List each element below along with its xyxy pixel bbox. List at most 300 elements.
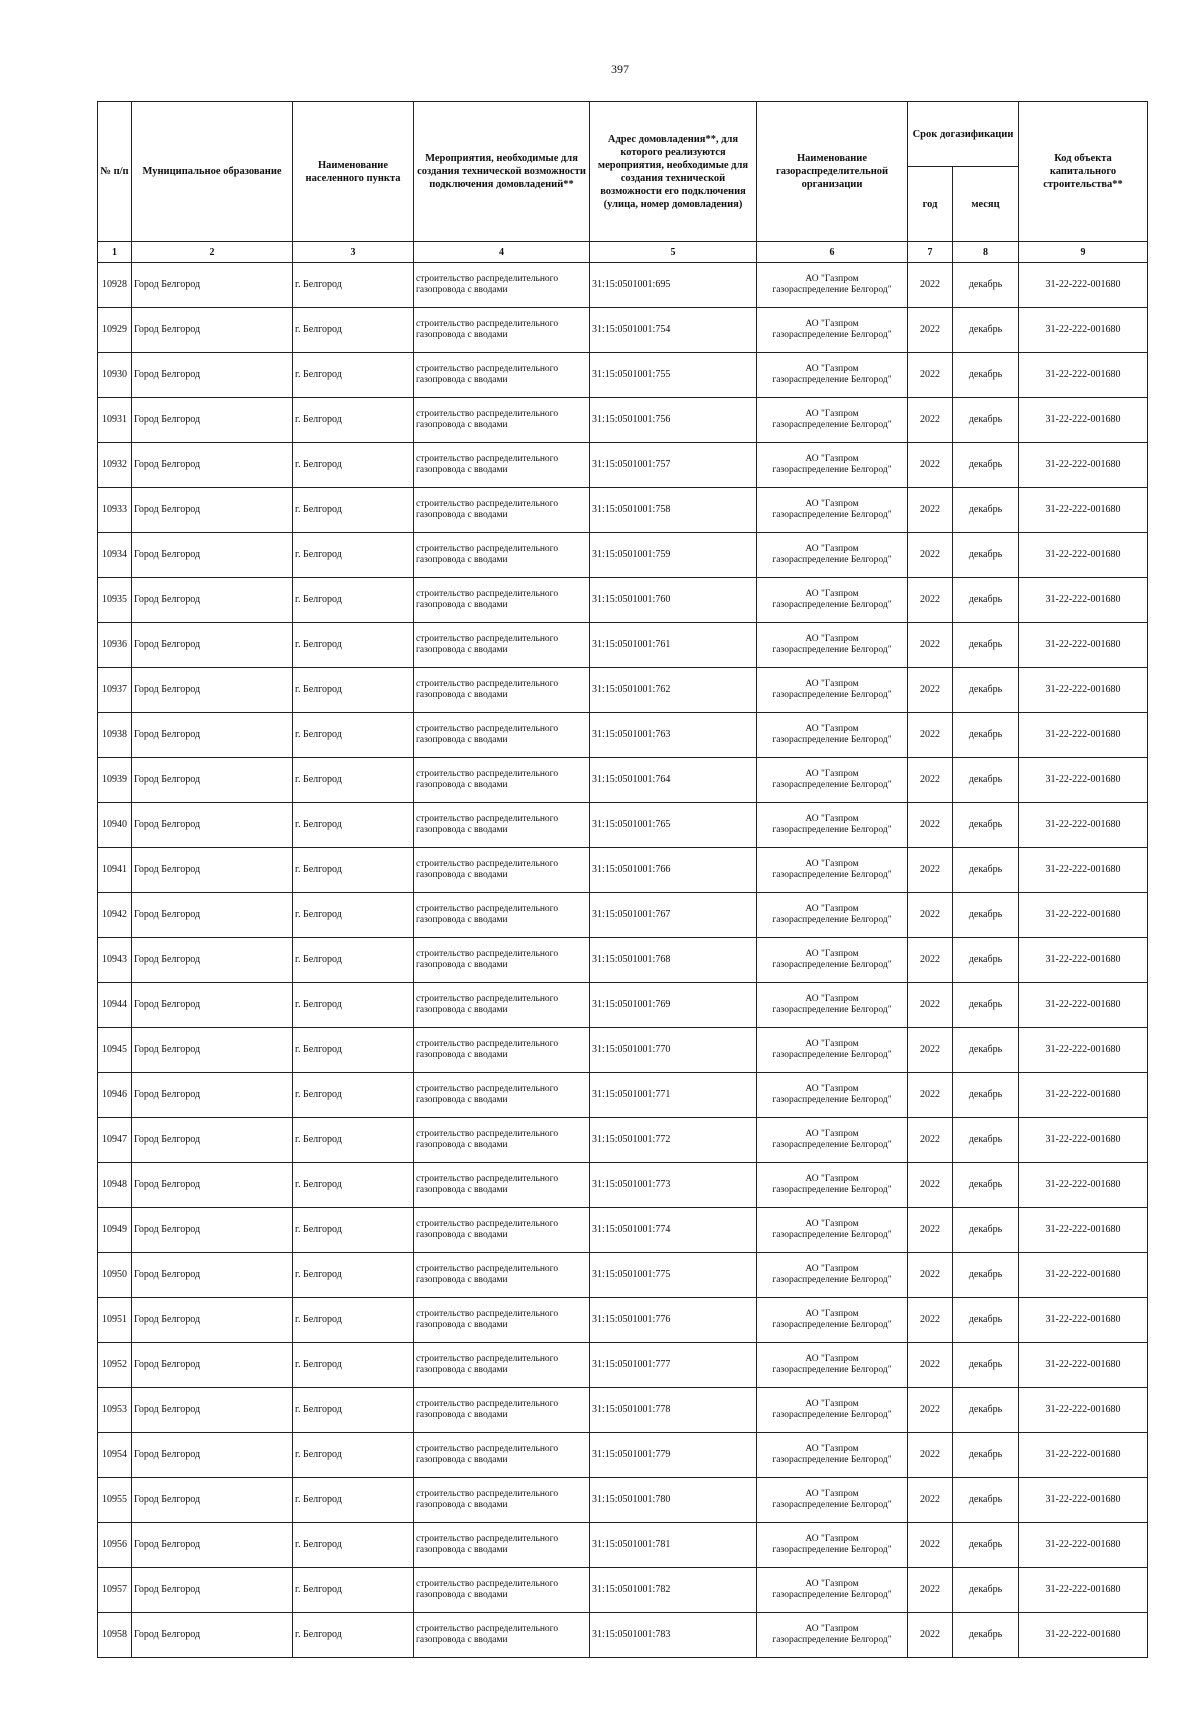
table-row	[98, 263, 1148, 308]
gas-org-line2: газораспределение Белгород"	[772, 1275, 892, 1285]
gas-org-line2: газораспределение Белгород"	[772, 960, 892, 970]
table-row	[98, 1478, 1148, 1523]
table-row	[98, 1298, 1148, 1343]
municipality-cell: Город Белгород	[132, 713, 293, 758]
month-cell: декабрь	[953, 758, 1019, 803]
header-deadline: Срок догазификации	[908, 102, 1019, 167]
gas-org-cell	[757, 893, 908, 938]
settlement-cell: г. Белгород	[293, 1163, 414, 1208]
gas-org-line1: АО "Газпром	[805, 319, 859, 329]
measure-cell: строительство распределительного газопровода с вводами	[414, 263, 590, 308]
month-cell: декабрь	[953, 1253, 1019, 1298]
object-code-cell: 31-22-222-001680	[1019, 1253, 1148, 1298]
gas-org-line2: газораспределение Белгород"	[772, 1095, 892, 1105]
measure-cell: строительство распределительного газопровода с вводами	[414, 443, 590, 488]
municipality-cell: Город Белгород	[132, 488, 293, 533]
gas-org-cell	[757, 1523, 908, 1568]
table-row	[98, 1343, 1148, 1388]
municipality-cell: Город Белгород	[132, 263, 293, 308]
month-cell: декабрь	[953, 1298, 1019, 1343]
measure-cell: строительство распределительного газопровода с вводами	[414, 1208, 590, 1253]
gas-org-cell	[757, 1073, 908, 1118]
table-header	[98, 102, 1148, 263]
address-cell: 31:15:0501001:770	[590, 1028, 757, 1073]
table-row	[98, 983, 1148, 1028]
gas-org-line2: газораспределение Белгород"	[772, 1590, 892, 1600]
table-row	[98, 1568, 1148, 1613]
address-cell: 31:15:0501001:760	[590, 578, 757, 623]
address-cell: 31:15:0501001:772	[590, 1118, 757, 1163]
municipality-cell: Город Белгород	[132, 398, 293, 443]
table-row	[98, 443, 1148, 488]
address-cell: 31:15:0501001:761	[590, 623, 757, 668]
measure-cell: строительство распределительного газопровода с вводами	[414, 848, 590, 893]
month-cell: декабрь	[953, 1433, 1019, 1478]
row-number: 10954	[98, 1433, 132, 1478]
municipality-cell: Город Белгород	[132, 848, 293, 893]
municipality-cell: Город Белгород	[132, 1208, 293, 1253]
address-cell: 31:15:0501001:777	[590, 1343, 757, 1388]
address-cell: 31:15:0501001:775	[590, 1253, 757, 1298]
address-cell: 31:15:0501001:766	[590, 848, 757, 893]
municipality-cell: Город Белгород	[132, 1568, 293, 1613]
table-row	[98, 1253, 1148, 1298]
row-number: 10936	[98, 623, 132, 668]
object-code-cell: 31-22-222-001680	[1019, 263, 1148, 308]
month-cell: декабрь	[953, 1163, 1019, 1208]
object-code-cell: 31-22-222-001680	[1019, 353, 1148, 398]
object-code-cell: 31-22-222-001680	[1019, 1298, 1148, 1343]
year-cell: 2022	[908, 623, 953, 668]
gas-org-line1: АО "Газпром	[805, 1084, 859, 1094]
table-row	[98, 578, 1148, 623]
measure-cell: строительство распределительного газопровода с вводами	[414, 398, 590, 443]
year-cell: 2022	[908, 1253, 953, 1298]
municipality-cell: Город Белгород	[132, 1478, 293, 1523]
municipality-cell: Город Белгород	[132, 1388, 293, 1433]
row-number: 10937	[98, 668, 132, 713]
gas-org-line1: АО "Газпром	[805, 679, 859, 689]
address-cell: 31:15:0501001:758	[590, 488, 757, 533]
year-cell: 2022	[908, 848, 953, 893]
measure-cell: строительство распределительного газопровода с вводами	[414, 1163, 590, 1208]
gas-org-line1: АО "Газпром	[805, 1354, 859, 1364]
row-number: 10953	[98, 1388, 132, 1433]
address-cell: 31:15:0501001:757	[590, 443, 757, 488]
year-cell: 2022	[908, 1433, 953, 1478]
object-code-cell: 31-22-222-001680	[1019, 1208, 1148, 1253]
settlement-cell: г. Белгород	[293, 1478, 414, 1523]
gas-org-cell	[757, 308, 908, 353]
measure-cell: строительство распределительного газопровода с вводами	[414, 308, 590, 353]
measure-cell: строительство распределительного газопровода с вводами	[414, 533, 590, 578]
row-number: 10950	[98, 1253, 132, 1298]
year-cell: 2022	[908, 1028, 953, 1073]
table-row	[98, 1388, 1148, 1433]
object-code-cell: 31-22-222-001680	[1019, 1523, 1148, 1568]
municipality-cell: Город Белгород	[132, 1028, 293, 1073]
year-cell: 2022	[908, 488, 953, 533]
month-cell: декабрь	[953, 1343, 1019, 1388]
address-cell: 31:15:0501001:765	[590, 803, 757, 848]
year-cell: 2022	[908, 1523, 953, 1568]
municipality-cell: Город Белгород	[132, 353, 293, 398]
year-cell: 2022	[908, 713, 953, 758]
measure-cell: строительство распределительного газопровода с вводами	[414, 1568, 590, 1613]
gas-org-line1: АО "Газпром	[805, 364, 859, 374]
gas-org-cell	[757, 398, 908, 443]
settlement-cell: г. Белгород	[293, 713, 414, 758]
table-row	[98, 1073, 1148, 1118]
year-cell: 2022	[908, 1388, 953, 1433]
settlement-cell: г. Белгород	[293, 308, 414, 353]
settlement-cell: г. Белгород	[293, 1388, 414, 1433]
object-code-cell: 31-22-222-001680	[1019, 1163, 1148, 1208]
settlement-cell: г. Белгород	[293, 1028, 414, 1073]
gas-org-cell	[757, 803, 908, 848]
address-cell: 31:15:0501001:781	[590, 1523, 757, 1568]
column-number: 6	[757, 242, 908, 263]
gas-org-line1: АО "Газпром	[805, 949, 859, 959]
address-cell: 31:15:0501001:754	[590, 308, 757, 353]
year-cell: 2022	[908, 1343, 953, 1388]
month-cell: декабрь	[953, 398, 1019, 443]
address-cell: 31:15:0501001:756	[590, 398, 757, 443]
gas-org-line2: газораспределение Белгород"	[772, 1545, 892, 1555]
address-cell: 31:15:0501001:763	[590, 713, 757, 758]
gas-org-cell	[757, 713, 908, 758]
object-code-cell: 31-22-222-001680	[1019, 1568, 1148, 1613]
object-code-cell: 31-22-222-001680	[1019, 803, 1148, 848]
object-code-cell: 31-22-222-001680	[1019, 848, 1148, 893]
row-number: 10942	[98, 893, 132, 938]
gas-org-cell	[757, 1028, 908, 1073]
address-cell: 31:15:0501001:755	[590, 353, 757, 398]
gas-org-cell	[757, 1388, 908, 1433]
gas-org-cell	[757, 353, 908, 398]
gas-org-line2: газораспределение Белгород"	[772, 1005, 892, 1015]
municipality-cell: Город Белгород	[132, 758, 293, 803]
gas-org-cell	[757, 1613, 908, 1658]
address-cell: 31:15:0501001:759	[590, 533, 757, 578]
row-number: 10948	[98, 1163, 132, 1208]
gas-org-line1: АО "Газпром	[805, 454, 859, 464]
measure-cell: строительство распределительного газопровода с вводами	[414, 1343, 590, 1388]
month-cell: декабрь	[953, 1028, 1019, 1073]
year-cell: 2022	[908, 893, 953, 938]
object-code-cell: 31-22-222-001680	[1019, 893, 1148, 938]
settlement-cell: г. Белгород	[293, 533, 414, 578]
gas-org-cell	[757, 668, 908, 713]
table-row	[98, 938, 1148, 983]
gas-org-line2: газораспределение Белгород"	[772, 1140, 892, 1150]
row-number: 10929	[98, 308, 132, 353]
row-number: 10945	[98, 1028, 132, 1073]
object-code-cell: 31-22-222-001680	[1019, 668, 1148, 713]
municipality-cell: Город Белгород	[132, 1298, 293, 1343]
measure-cell: строительство распределительного газопровода с вводами	[414, 803, 590, 848]
measure-cell: строительство распределительного газопровода с вводами	[414, 578, 590, 623]
municipality-cell: Город Белгород	[132, 1523, 293, 1568]
gas-org-line1: АО "Газпром	[805, 1489, 859, 1499]
month-cell: декабрь	[953, 1118, 1019, 1163]
address-cell: 31:15:0501001:768	[590, 938, 757, 983]
gas-org-line1: АО "Газпром	[805, 1579, 859, 1589]
object-code-cell: 31-22-222-001680	[1019, 1118, 1148, 1163]
gas-org-line1: АО "Газпром	[805, 769, 859, 779]
page-number: 397	[611, 62, 629, 76]
settlement-cell: г. Белгород	[293, 353, 414, 398]
column-number: 5	[590, 242, 757, 263]
address-cell: 31:15:0501001:773	[590, 1163, 757, 1208]
gas-org-line1: АО "Газпром	[805, 499, 859, 509]
gas-org-line2: газораспределение Белгород"	[772, 1500, 892, 1510]
measure-cell: строительство распределительного газопровода с вводами	[414, 938, 590, 983]
table-row	[98, 353, 1148, 398]
row-number: 10928	[98, 263, 132, 308]
table-body	[98, 263, 1148, 1658]
address-cell: 31:15:0501001:776	[590, 1298, 757, 1343]
municipality-cell: Город Белгород	[132, 938, 293, 983]
month-cell: декабрь	[953, 353, 1019, 398]
municipality-cell: Город Белгород	[132, 1433, 293, 1478]
gas-org-cell	[757, 533, 908, 578]
gas-org-line1: АО "Газпром	[805, 859, 859, 869]
settlement-cell: г. Белгород	[293, 1568, 414, 1613]
table-row	[98, 623, 1148, 668]
measure-cell: строительство распределительного газопровода с вводами	[414, 1523, 590, 1568]
table-row	[98, 668, 1148, 713]
settlement-cell: г. Белгород	[293, 578, 414, 623]
month-cell: декабрь	[953, 1208, 1019, 1253]
settlement-cell: г. Белгород	[293, 893, 414, 938]
settlement-cell: г. Белгород	[293, 1433, 414, 1478]
gas-org-cell	[757, 1568, 908, 1613]
month-cell: декабрь	[953, 848, 1019, 893]
month-cell: декабрь	[953, 713, 1019, 758]
settlement-cell: г. Белгород	[293, 263, 414, 308]
month-cell: декабрь	[953, 623, 1019, 668]
gas-org-line2: газораспределение Белгород"	[772, 870, 892, 880]
gas-org-line2: газораспределение Белгород"	[772, 285, 892, 295]
object-code-cell: 31-22-222-001680	[1019, 1343, 1148, 1388]
year-cell: 2022	[908, 758, 953, 803]
header-settlement: Наименование населенного пункта	[293, 102, 414, 242]
object-code-cell: 31-22-222-001680	[1019, 398, 1148, 443]
table-row	[98, 398, 1148, 443]
row-number: 10951	[98, 1298, 132, 1343]
gas-org-line2: газораспределение Белгород"	[772, 555, 892, 565]
table-row	[98, 1163, 1148, 1208]
measure-cell: строительство распределительного газопровода с вводами	[414, 1613, 590, 1658]
year-cell: 2022	[908, 1073, 953, 1118]
column-number: 2	[132, 242, 293, 263]
row-number: 10932	[98, 443, 132, 488]
table-row	[98, 533, 1148, 578]
object-code-cell: 31-22-222-001680	[1019, 1433, 1148, 1478]
row-number: 10957	[98, 1568, 132, 1613]
gasification-table	[97, 101, 1148, 1658]
object-code-cell: 31-22-222-001680	[1019, 713, 1148, 758]
row-number: 10946	[98, 1073, 132, 1118]
municipality-cell: Город Белгород	[132, 803, 293, 848]
table-row	[98, 803, 1148, 848]
measure-cell: строительство распределительного газопровода с вводами	[414, 1253, 590, 1298]
measure-cell: строительство распределительного газопровода с вводами	[414, 1298, 590, 1343]
gas-org-line1: АО "Газпром	[805, 1129, 859, 1139]
month-cell: декабрь	[953, 1478, 1019, 1523]
year-cell: 2022	[908, 1298, 953, 1343]
measure-cell: строительство распределительного газопровода с вводами	[414, 353, 590, 398]
year-cell: 2022	[908, 1208, 953, 1253]
gas-org-line1: АО "Газпром	[805, 1534, 859, 1544]
settlement-cell: г. Белгород	[293, 938, 414, 983]
table-row	[98, 758, 1148, 803]
month-cell: декабрь	[953, 983, 1019, 1028]
year-cell: 2022	[908, 1163, 953, 1208]
month-cell: декабрь	[953, 938, 1019, 983]
gas-org-line1: АО "Газпром	[805, 1309, 859, 1319]
gas-org-line1: АО "Газпром	[805, 1264, 859, 1274]
object-code-cell: 31-22-222-001680	[1019, 1613, 1148, 1658]
settlement-cell: г. Белгород	[293, 488, 414, 533]
column-number: 7	[908, 242, 953, 263]
municipality-cell: Город Белгород	[132, 533, 293, 578]
table-row	[98, 713, 1148, 758]
gas-org-line2: газораспределение Белгород"	[772, 1185, 892, 1195]
gas-org-cell	[757, 1163, 908, 1208]
column-number: 4	[414, 242, 590, 263]
month-cell: декабрь	[953, 1388, 1019, 1433]
gas-org-line1: АО "Газпром	[805, 994, 859, 1004]
gas-org-line2: газораспределение Белгород"	[772, 600, 892, 610]
gas-org-line2: газораспределение Белгород"	[772, 465, 892, 475]
gas-org-cell	[757, 1298, 908, 1343]
address-cell: 31:15:0501001:762	[590, 668, 757, 713]
month-cell: декабрь	[953, 308, 1019, 353]
row-number: 10939	[98, 758, 132, 803]
measure-cell: строительство распределительного газопровода с вводами	[414, 1118, 590, 1163]
row-number: 10933	[98, 488, 132, 533]
row-number: 10944	[98, 983, 132, 1028]
gas-org-cell	[757, 1478, 908, 1523]
column-number: 8	[953, 242, 1019, 263]
gas-org-line2: газораспределение Белгород"	[772, 1320, 892, 1330]
municipality-cell: Город Белгород	[132, 308, 293, 353]
header-year: год	[908, 167, 953, 242]
settlement-cell: г. Белгород	[293, 443, 414, 488]
object-code-cell: 31-22-222-001680	[1019, 1028, 1148, 1073]
settlement-cell: г. Белгород	[293, 1208, 414, 1253]
gas-org-cell	[757, 443, 908, 488]
month-cell: декабрь	[953, 1073, 1019, 1118]
measure-cell: строительство распределительного газопровода с вводами	[414, 758, 590, 803]
address-cell: 31:15:0501001:769	[590, 983, 757, 1028]
gas-org-cell	[757, 983, 908, 1028]
municipality-cell: Город Белгород	[132, 578, 293, 623]
gas-org-line2: газораспределение Белгород"	[772, 330, 892, 340]
municipality-cell: Город Белгород	[132, 893, 293, 938]
address-cell: 31:15:0501001:695	[590, 263, 757, 308]
address-cell: 31:15:0501001:779	[590, 1433, 757, 1478]
measure-cell: строительство распределительного газопровода с вводами	[414, 1388, 590, 1433]
gas-org-line1: АО "Газпром	[805, 634, 859, 644]
year-cell: 2022	[908, 443, 953, 488]
measure-cell: строительство распределительного газопровода с вводами	[414, 1433, 590, 1478]
object-code-cell: 31-22-222-001680	[1019, 1388, 1148, 1433]
address-cell: 31:15:0501001:774	[590, 1208, 757, 1253]
settlement-cell: г. Белгород	[293, 623, 414, 668]
gas-org-line1: АО "Газпром	[805, 904, 859, 914]
gas-org-cell	[757, 758, 908, 803]
gas-org-line2: газораспределение Белгород"	[772, 1455, 892, 1465]
year-cell: 2022	[908, 1118, 953, 1163]
month-cell: декабрь	[953, 893, 1019, 938]
gas-org-line2: газораспределение Белгород"	[772, 825, 892, 835]
municipality-cell: Город Белгород	[132, 1613, 293, 1658]
table-row	[98, 488, 1148, 533]
table-row	[98, 848, 1148, 893]
settlement-cell: г. Белгород	[293, 1073, 414, 1118]
measure-cell: строительство распределительного газопровода с вводами	[414, 488, 590, 533]
gas-org-line1: АО "Газпром	[805, 544, 859, 554]
row-number: 10955	[98, 1478, 132, 1523]
gas-org-line2: газораспределение Белгород"	[772, 375, 892, 385]
object-code-cell: 31-22-222-001680	[1019, 938, 1148, 983]
gas-org-line2: газораспределение Белгород"	[772, 1365, 892, 1375]
municipality-cell: Город Белгород	[132, 1073, 293, 1118]
row-number: 10938	[98, 713, 132, 758]
gas-org-line1: АО "Газпром	[805, 814, 859, 824]
gas-org-line2: газораспределение Белгород"	[772, 1230, 892, 1240]
row-number: 10934	[98, 533, 132, 578]
settlement-cell: г. Белгород	[293, 1298, 414, 1343]
year-cell: 2022	[908, 308, 953, 353]
object-code-cell: 31-22-222-001680	[1019, 758, 1148, 803]
municipality-cell: Город Белгород	[132, 1253, 293, 1298]
address-cell: 31:15:0501001:764	[590, 758, 757, 803]
year-cell: 2022	[908, 1613, 953, 1658]
year-cell: 2022	[908, 668, 953, 713]
municipality-cell: Город Белгород	[132, 623, 293, 668]
gas-org-line1: АО "Газпром	[805, 1039, 859, 1049]
settlement-cell: г. Белгород	[293, 1253, 414, 1298]
month-cell: декабрь	[953, 578, 1019, 623]
object-code-cell: 31-22-222-001680	[1019, 533, 1148, 578]
month-cell: декабрь	[953, 443, 1019, 488]
row-number: 10941	[98, 848, 132, 893]
object-code-cell: 31-22-222-001680	[1019, 1073, 1148, 1118]
year-cell: 2022	[908, 398, 953, 443]
gas-org-cell	[757, 1433, 908, 1478]
row-number: 10940	[98, 803, 132, 848]
object-code-cell: 31-22-222-001680	[1019, 1478, 1148, 1523]
gas-org-line2: газораспределение Белгород"	[772, 510, 892, 520]
measure-cell: строительство распределительного газопровода с вводами	[414, 623, 590, 668]
measure-cell: строительство распределительного газопровода с вводами	[414, 668, 590, 713]
settlement-cell: г. Белгород	[293, 668, 414, 713]
row-number: 10956	[98, 1523, 132, 1568]
header-measures: Мероприятия, необходимые для создания технической возможности подключения домовладений**	[414, 102, 590, 242]
gas-org-cell	[757, 938, 908, 983]
address-cell: 31:15:0501001:782	[590, 1568, 757, 1613]
object-code-cell: 31-22-222-001680	[1019, 488, 1148, 533]
gas-org-cell	[757, 488, 908, 533]
measure-cell: строительство распределительного газопровода с вводами	[414, 983, 590, 1028]
column-number: 3	[293, 242, 414, 263]
header-gas-org: Наименование газораспределительной организации	[757, 102, 908, 242]
municipality-cell: Город Белгород	[132, 1118, 293, 1163]
